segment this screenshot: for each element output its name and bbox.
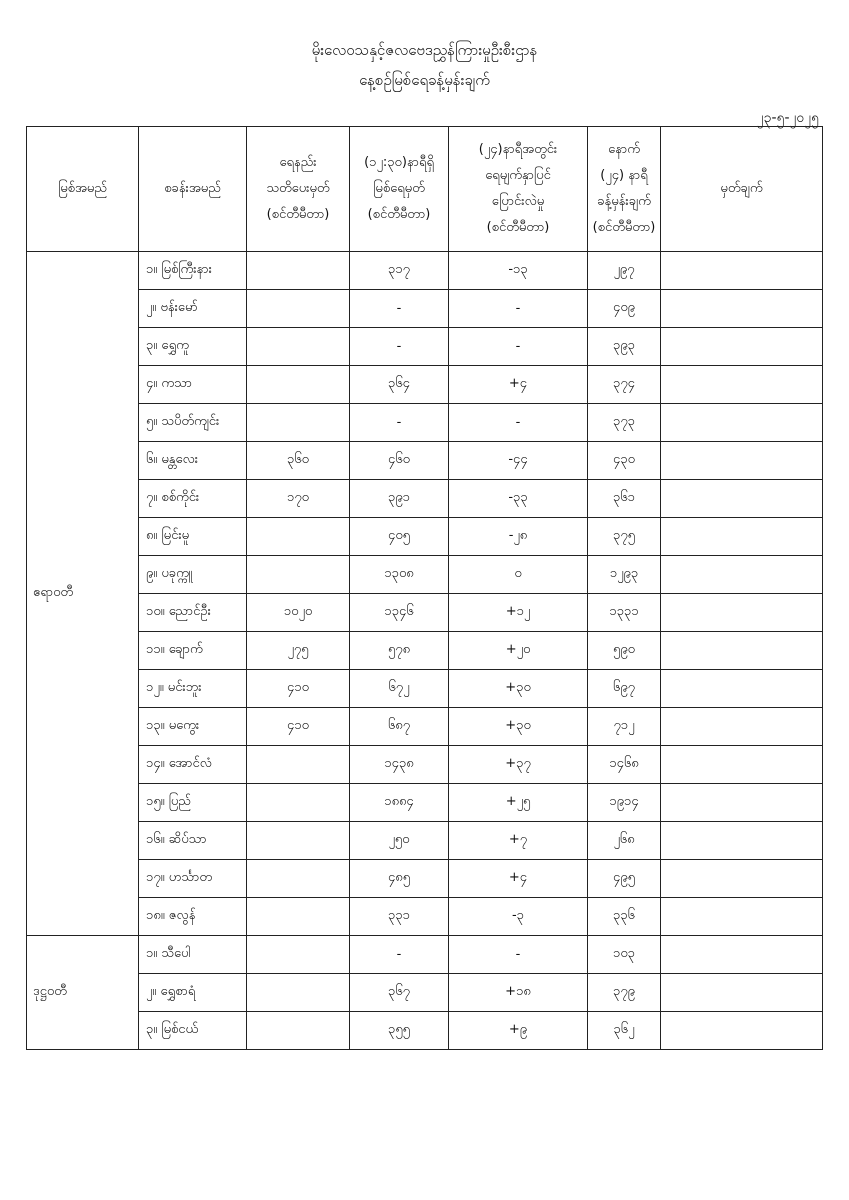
header-danger-level: ရေနည်း သတိပေးမှတ် (စင်တီမီတာ) bbox=[247, 127, 350, 252]
remark-cell bbox=[661, 670, 823, 708]
forecast-cell: ၁၀၃ bbox=[588, 936, 661, 974]
table-row bbox=[27, 442, 823, 480]
water-level-cell: ၄၆၀ bbox=[350, 442, 449, 480]
remark-cell bbox=[661, 632, 823, 670]
water-level-cell: ၅၇၈ bbox=[350, 632, 449, 670]
danger-level-cell bbox=[247, 366, 350, 404]
remark-cell bbox=[661, 822, 823, 860]
forecast-cell: ၁၂၉၃ bbox=[588, 556, 661, 594]
danger-level-cell: ၄၁၀ bbox=[247, 708, 350, 746]
danger-level-cell bbox=[247, 746, 350, 784]
table-row bbox=[27, 974, 823, 1012]
header-water-level: (၁၂:၃၀)နာရီရှိ မြစ်ရေမှတ် (စင်တီမီတာ) bbox=[350, 127, 449, 252]
change-cell: +၉ bbox=[449, 1012, 588, 1050]
table-row bbox=[27, 670, 823, 708]
header-forecast: နောက် (၂၄) နာရီ ခန့်မှန်းချက် (စင်တီမီတာ) bbox=[588, 127, 661, 252]
water-level-cell: - bbox=[350, 936, 449, 974]
table-row bbox=[27, 252, 823, 290]
danger-level-cell bbox=[247, 518, 350, 556]
change-cell: +၄ bbox=[449, 366, 588, 404]
forecast-cell: ၆၉၇ bbox=[588, 670, 661, 708]
change-cell: +၃၀ bbox=[449, 708, 588, 746]
river-forecast-table bbox=[26, 126, 823, 1050]
forecast-cell: ၃၆၂ bbox=[588, 1012, 661, 1050]
change-cell: -၄၄ bbox=[449, 442, 588, 480]
station-cell: ၁၆။ ဆိပ်သာ bbox=[139, 822, 247, 860]
change-cell: +၇ bbox=[449, 822, 588, 860]
remark-cell bbox=[661, 480, 823, 518]
water-level-cell: ၄၀၅ bbox=[350, 518, 449, 556]
change-cell: - bbox=[449, 936, 588, 974]
station-cell: ၃။ ရွှေကူ bbox=[139, 328, 247, 366]
danger-level-cell: ၁၇၀ bbox=[247, 480, 350, 518]
danger-level-cell: ၃၆၀ bbox=[247, 442, 350, 480]
water-level-cell: ၁၈၈၄ bbox=[350, 784, 449, 822]
remark-cell bbox=[661, 746, 823, 784]
remark-cell bbox=[661, 328, 823, 366]
table-row bbox=[27, 556, 823, 594]
remark-cell bbox=[661, 784, 823, 822]
change-cell: +၁၂ bbox=[449, 594, 588, 632]
change-cell: - bbox=[449, 404, 588, 442]
report-date: ၂၃-၅-၂၀၂၅ bbox=[756, 110, 819, 126]
danger-level-cell bbox=[247, 404, 350, 442]
change-cell: +၃၇ bbox=[449, 746, 588, 784]
forecast-cell: ၃၇၃ bbox=[588, 404, 661, 442]
table-row bbox=[27, 1012, 823, 1050]
station-cell: ၂။ ဗန်းမော် bbox=[139, 290, 247, 328]
change-cell: ၀ bbox=[449, 556, 588, 594]
water-level-cell: ၃၅၅ bbox=[350, 1012, 449, 1050]
danger-level-cell bbox=[247, 974, 350, 1012]
water-level-cell: ၃၆၄ bbox=[350, 366, 449, 404]
table-row bbox=[27, 936, 823, 974]
table-row bbox=[27, 746, 823, 784]
change-cell: - bbox=[449, 290, 588, 328]
table-row bbox=[27, 404, 823, 442]
station-cell: ၈။ မြင်းမူ bbox=[139, 518, 247, 556]
water-level-cell: ၂၅၀ bbox=[350, 822, 449, 860]
forecast-cell: ၃၇၄ bbox=[588, 366, 661, 404]
header-24h-change: (၂၄)နာရီအတွင်း ရေမျက်နှာပြင် ပြောင်းလဲမှု (စင်တီမီတာ) bbox=[449, 127, 588, 252]
station-cell: ၁၇။ ဟင်္သာတ bbox=[139, 860, 247, 898]
change-cell: -၂၈ bbox=[449, 518, 588, 556]
change-cell: +၂၅ bbox=[449, 784, 588, 822]
remark-cell bbox=[661, 404, 823, 442]
danger-level-cell bbox=[247, 898, 350, 936]
danger-level-cell bbox=[247, 252, 350, 290]
remark-cell bbox=[661, 708, 823, 746]
change-cell: +၄ bbox=[449, 860, 588, 898]
table-row bbox=[27, 632, 823, 670]
forecast-cell: ၃၃၆ bbox=[588, 898, 661, 936]
table-row bbox=[27, 898, 823, 936]
remark-cell bbox=[661, 936, 823, 974]
station-cell: ၅။ သပိတ်ကျင်း bbox=[139, 404, 247, 442]
river-name-cell: ဒုဋ္ဌဝတီ bbox=[27, 936, 139, 1050]
forecast-cell: ၃၆၁ bbox=[588, 480, 661, 518]
change-cell: -၃၃ bbox=[449, 480, 588, 518]
station-cell: ၁၈။ ဇလွန် bbox=[139, 898, 247, 936]
water-level-cell: - bbox=[350, 328, 449, 366]
forecast-cell: ၄၃၀ bbox=[588, 442, 661, 480]
danger-level-cell bbox=[247, 556, 350, 594]
station-cell: ၁၂။ မင်းဘူး bbox=[139, 670, 247, 708]
table-row bbox=[27, 480, 823, 518]
station-cell: ၁၅။ ပြည် bbox=[139, 784, 247, 822]
change-cell: -၃ bbox=[449, 898, 588, 936]
forecast-cell: ၂၆၈ bbox=[588, 822, 661, 860]
remark-cell bbox=[661, 290, 823, 328]
header-station: စခန်းအမည် bbox=[139, 127, 247, 252]
remark-cell bbox=[661, 898, 823, 936]
table-row bbox=[27, 708, 823, 746]
remark-cell bbox=[661, 974, 823, 1012]
water-level-cell: ၃၃၁ bbox=[350, 898, 449, 936]
station-cell: ၇။ စစ်ကိုင်း bbox=[139, 480, 247, 518]
forecast-cell: ၂၉၇ bbox=[588, 252, 661, 290]
department-title: မိုးလေဝသနှင့်ဇလဗေဒညွှန်ကြားမှုဦးစီးဌာန bbox=[311, 41, 538, 59]
forecast-cell: ၅၉၀ bbox=[588, 632, 661, 670]
danger-level-cell bbox=[247, 290, 350, 328]
remark-cell bbox=[661, 1012, 823, 1050]
station-cell: ၉။ ပခုက္ကူ bbox=[139, 556, 247, 594]
station-cell: ၃။ မြစ်ငယ် bbox=[139, 1012, 247, 1050]
remark-cell bbox=[661, 860, 823, 898]
forecast-cell: ၄၉၅ bbox=[588, 860, 661, 898]
danger-level-cell: ၄၁၀ bbox=[247, 670, 350, 708]
station-cell: ၂။ ရွှေစာရံ bbox=[139, 974, 247, 1012]
station-cell: ၁။ မြစ်ကြီးနား bbox=[139, 252, 247, 290]
change-cell: +၃၀ bbox=[449, 670, 588, 708]
change-cell: +၂၀ bbox=[449, 632, 588, 670]
danger-level-cell bbox=[247, 822, 350, 860]
water-level-cell: ၆၇၂ bbox=[350, 670, 449, 708]
change-cell: -၁၃ bbox=[449, 252, 588, 290]
table-row bbox=[27, 366, 823, 404]
water-level-cell: ၃၆၇ bbox=[350, 974, 449, 1012]
change-cell: - bbox=[449, 328, 588, 366]
forecast-cell: ၃၇၅ bbox=[588, 518, 661, 556]
water-level-cell: ၁၃၀၈ bbox=[350, 556, 449, 594]
station-cell: ၁၃။ မကွေး bbox=[139, 708, 247, 746]
water-level-cell: ၃၁၇ bbox=[350, 252, 449, 290]
water-level-cell: ၆၈၇ bbox=[350, 708, 449, 746]
river-name-cell: ဧရာဝတီ bbox=[27, 252, 139, 936]
table-row bbox=[27, 784, 823, 822]
forecast-cell: ၁၃၃၁ bbox=[588, 594, 661, 632]
report-title: နေ့စဉ်မြစ်ရေခန့်မှန်းချက် bbox=[359, 71, 490, 89]
header-row bbox=[27, 127, 823, 252]
danger-level-cell: ၁၀၂၀ bbox=[247, 594, 350, 632]
water-level-cell: - bbox=[350, 404, 449, 442]
forecast-cell: ၃၉၃ bbox=[588, 328, 661, 366]
remark-cell bbox=[661, 442, 823, 480]
table-row bbox=[27, 594, 823, 632]
remark-cell bbox=[661, 518, 823, 556]
water-level-cell: ၃၉၁ bbox=[350, 480, 449, 518]
forecast-cell: ၁၄၆၈ bbox=[588, 746, 661, 784]
header-river: မြစ်အမည် bbox=[27, 127, 139, 252]
station-cell: ၁။ သီပေါ bbox=[139, 936, 247, 974]
station-cell: ၁၁။ ချောက် bbox=[139, 632, 247, 670]
table-row bbox=[27, 860, 823, 898]
water-level-cell: ၁၄၃၈ bbox=[350, 746, 449, 784]
table-row bbox=[27, 518, 823, 556]
table-row bbox=[27, 290, 823, 328]
danger-level-cell bbox=[247, 328, 350, 366]
remark-cell bbox=[661, 366, 823, 404]
danger-level-cell bbox=[247, 860, 350, 898]
remark-cell bbox=[661, 556, 823, 594]
danger-level-cell bbox=[247, 784, 350, 822]
station-cell: ၆။ မန္တလေး bbox=[139, 442, 247, 480]
table-row bbox=[27, 328, 823, 366]
remark-cell bbox=[661, 594, 823, 632]
water-level-cell: ၄၈၅ bbox=[350, 860, 449, 898]
station-cell: ၄။ ကသာ bbox=[139, 366, 247, 404]
header-remarks: မှတ်ချက် bbox=[661, 127, 823, 252]
danger-level-cell: ၂၇၅ bbox=[247, 632, 350, 670]
water-level-cell: - bbox=[350, 290, 449, 328]
danger-level-cell bbox=[247, 936, 350, 974]
water-level-cell: ၁၃၄၆ bbox=[350, 594, 449, 632]
station-cell: ၁၀။ ညောင်ဦး bbox=[139, 594, 247, 632]
forecast-cell: ၃၇၉ bbox=[588, 974, 661, 1012]
forecast-cell: ၄၀၉ bbox=[588, 290, 661, 328]
station-cell: ၁၄။ အောင်လံ bbox=[139, 746, 247, 784]
danger-level-cell bbox=[247, 1012, 350, 1050]
forecast-cell: ၁၉၁၄ bbox=[588, 784, 661, 822]
table-row bbox=[27, 822, 823, 860]
change-cell: +၁၈ bbox=[449, 974, 588, 1012]
remark-cell bbox=[661, 252, 823, 290]
forecast-cell: ၇၁၂ bbox=[588, 708, 661, 746]
